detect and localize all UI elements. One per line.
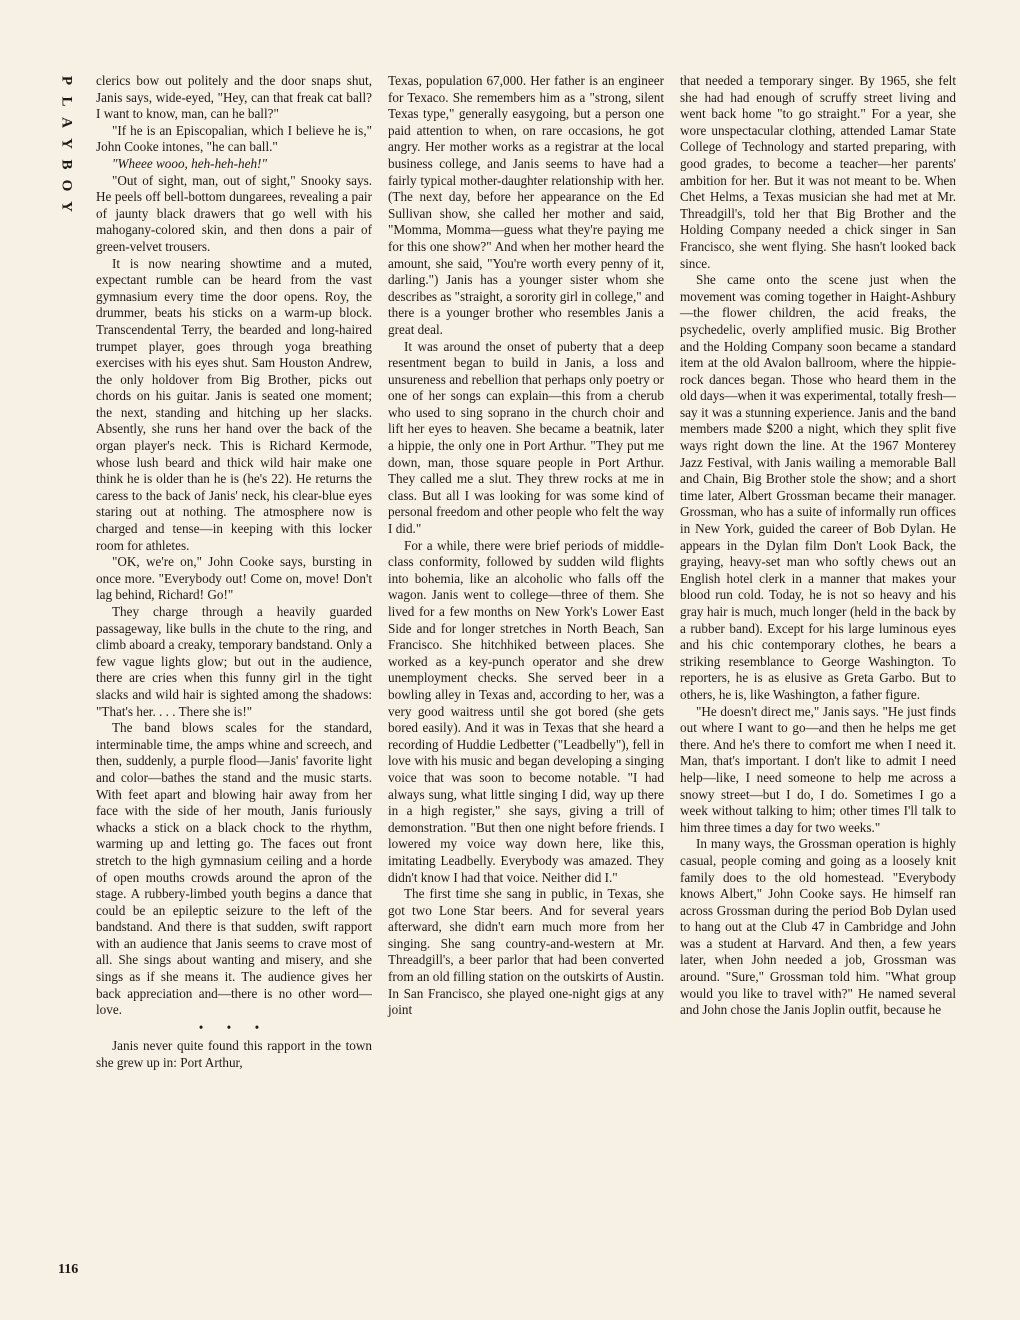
text-column-1 [96,73,372,1072]
page-number: 116 [58,1262,79,1277]
body-paragraph: Texas, population 67,000. Her father is an engineer for Texaco. She remembers him as a "strong, silent Texas type," generally easygoing, but a person one paid attention to when, on rare occasions, he got angry. Her mother works as a registrar at the local business college, and Janis seems to have had a fairly typical mother-daughter relationship with her. (The next day, before her appearance on the Ed Sullivan show, she called her mother and said, "Momma, Momma—guess what they're paying me for this one show?" And when her mother heard the amount, she said, "You're worth every penny of it, darling.") Janis has a younger sister whom she describes as "straight, a sorority girl in college," and there is a younger brother who resembles Janis a great deal. [388,73,664,337]
text-column-2 [388,73,664,1019]
body-paragraph: The first time she sang in public, in Texas, she got two Lone Star beers. And for several years afterward, she didn't earn much more from her singing. She sang country-and-western at Mr. Threadgill's, a beer parlor that had been converted from an old filling station on the outskirts of Austin. In San Francisco, she played one-night gigs at any joint [388,886,664,1018]
running-head-letter: Y [58,201,75,212]
body-paragraph: • • • [198,1019,270,1035]
body-paragraph: clerics bow out politely and the door snaps shut, Janis says, wide-eyed, "Hey, can that freak cat ball? I want to know, man, can he ball?" [96,73,372,122]
body-paragraph: For a while, there were brief periods of middle-class conformity, followed by sudden wild flights into bohemia, like an alcoholic who falls off the wagon. Janis went to college—three of them. She lived for a few months on New York's Lower East Side and for longer stretches in North Beach, San Francisco. She hitchhiked between places. She worked as a key-punch operator and she drew unemployment checks. She served beer in a bowling alley in Texas and, according to her, was a very good waitress until she got bored (she gets bored easily). And it was in Texas that she heard a recording of Huddie Ledbetter ("Leadbelly"), fell in love with his music and began developing a singing voice that was soon to become notable. "I had always sung, what little singing I did, way up there in a high register," she says, giving a trill of demonstration. "But then one night before friends. I lowered my voice way down here, like this, imitating Leadbelly. Everybody was amazed. They didn't know I had that voice. Neither did I." [388,537,664,885]
body-paragraph: "If he is an Episcopalian, which I believe he is," John Cooke intones, "he can ball." [96,122,372,155]
body-paragraph: "Wheee wooo, heh-heh-heh!" [112,155,267,171]
body-paragraph: They charge through a heavily guarded passageway, like bulls in the chute to the ring, and climb aboard a creaky, temporary bandstand. Only a few vague lights glow; but out in the audience, there are cries when this funny girl in the tight slacks and wild hair is sighted among the shadows: "That's her. . . . There she is!" [96,604,372,719]
running-head-letter: L [58,96,75,107]
body-paragraph: It was around the onset of puberty that a deep resentment began to build in Janis, a loss and unsureness and rebellion that perhaps only poetry or one of her songs can explain—this from a cherub who used to sing soprano in the church choir and lift her eyes to heaven. She became a beatnik, later a hippie, the only one in Port Arthur. "They put me down, man, those square people in Port Arthur. They called me a slut. They threw rocks at me in class. But all I was looking for was some kind of personal freedom and other people who felt the way I did." [388,338,664,537]
running-head-letter: O [58,179,75,192]
body-paragraph: "He doesn't direct me," Janis says. "He just finds out where I want to go—and then he helps me get there. And he's there to comfort me when I need it. Man, that's important. I don't like to admit I need help—like, I need someone to help me across a snowy street—but I do, I do. Sometimes I go a week without talking to him; other times I'll talk to him three times a day for two weeks." [680,703,956,835]
running-head-letter: A [58,117,75,128]
body-paragraph: It is now nearing showtime and a muted, expectant rumble can be heard from the vast gymnasium every time the door opens. Roy, the drummer, beats his sticks on a warm-up block. Transcendental Terry, the bearded and long-haired trumpet player, goes through yoga breathing exercises with his eyes shut. Sam Houston Andrew, the only holdover from Big Brother, picks out chords on his guitar. Janis is seated one moment; the next, standing and hitching up her slacks. Absently, she runs her hand over the back of the organ player's neck. This is Richard Kermode, whose lush beard and thick wild hair make one think he is older than he is (he's 22). He returns the caress to the back of Janis' neck, his clear-blue eyes staring out at nothing. The atmosphere now is charged and tense—in keeping with this locker room for athletes. [96,255,372,553]
body-paragraph: that needed a temporary singer. By 1965, she felt she had had enough of scruffy street living and went back home "to go straight." For a year, she wore unspectacular clothing, attended Lamar State College of Technology and started preparing, with good grades, to become a teacher—her parents' ambition for her. But it was not meant to be. When Chet Helms, a Texas musician she had met at Mr. Threadgill's, told her that Big Brother and the Holding Company needed a chick singer in San Francisco, she went flying. She hasn't looked back since. [680,73,956,271]
running-head [55,70,77,217]
body-paragraph: "Out of sight, man, out of sight," Snooky says. He peels off bell-bottom dungarees, revealing a pair of jaunty black drawers that go well with his mahogany-colored skin, and then dons a pair of green-velvet trousers. [96,172,372,254]
body-paragraph: In many ways, the Grossman operation is highly casual, people coming and going as a loosely knit family does to the old homestead. "Everybody knows Albert," John Cooke says. He himself ran across Grossman during the period Bob Dylan used to hang out at the Club 47 in Cambridge and John was a student at Harvard. And then, a few years later, when John needed a job, Grossman was around. "Sure," Grossman told him. "What group would you like to travel with?" He named several and John chose the Janis Joplin outfit, because he [680,836,956,1018]
text-column-3 [680,73,956,1019]
running-head-letter: Y [58,138,75,149]
running-head-letter: P [58,75,75,86]
running-head-letter: B [58,159,75,170]
body-paragraph: "OK, we're on," John Cooke says, bursting in once more. "Everybody out! Come on, move! Don't lag behind, Richard! Go!" [96,554,372,603]
body-paragraph: She came onto the scene just when the movement was coming together in Haight-Ashbury—the flower children, the acid freaks, the psychedelic, overly amplified music. Big Brother and the Holding Company soon became a standard item at the old Avalon ballroom, where the hippie-rock dances began. Those who heard them in the old days—when it was experimental, totally fresh—say it was a stunning experience. Janis and the band members made $200 a night, which they split five ways right down the line. At the 1967 Monterey Jazz Festival, with Janis wailing a memorable Ball and Chain, Big Brother stole the show; and a short time later, Albert Grossman became their manager. Grossman, who has a suite of informally run offices in New York, guided the career of Bob Dylan. He appears in the Dylan film Don't Look Back, the graying, heavy-set man who softly chews out an English hotel clerk in a manner that makes your blood run cold. Today, he is not so heavy and his gray hair is much, much longer (held in the back by a rubber band). Except for his large luminous eyes and his chic contemporary clothes, he bears a striking resemblance to George Washington. To reporters, he is as elusive as Greta Garbo. But to others, he is, like Washington, a father figure. [680,272,956,702]
body-paragraph: The band blows scales for the standard, interminable time, the amps whine and screech, and then, suddenly, a purple flood—Janis' favorite light and color—bathes the stand and the music starts. With feet apart and blowing hair away from her face with the side of her mouth, Janis furiously whacks a stick on a black chock to the rhythm, warming up and letting go. The faces out front stretch to the high gymnasium ceiling and a horde of open mouths crowds around the apron of the stage. A rubbery-limbed youth begins a dance that could be an epileptic seizure to the left of the bandstand. And there is that sudden, swift rapport with an audience that Janis seems to crave most of all. She sings about wanting and misery, and she sings as if she means it. The audience gives her back appreciation and—there is no other word—love. [96,720,372,1018]
body-paragraph: Janis never quite found this rapport in the town she grew up in: Port Arthur, [96,1038,372,1071]
